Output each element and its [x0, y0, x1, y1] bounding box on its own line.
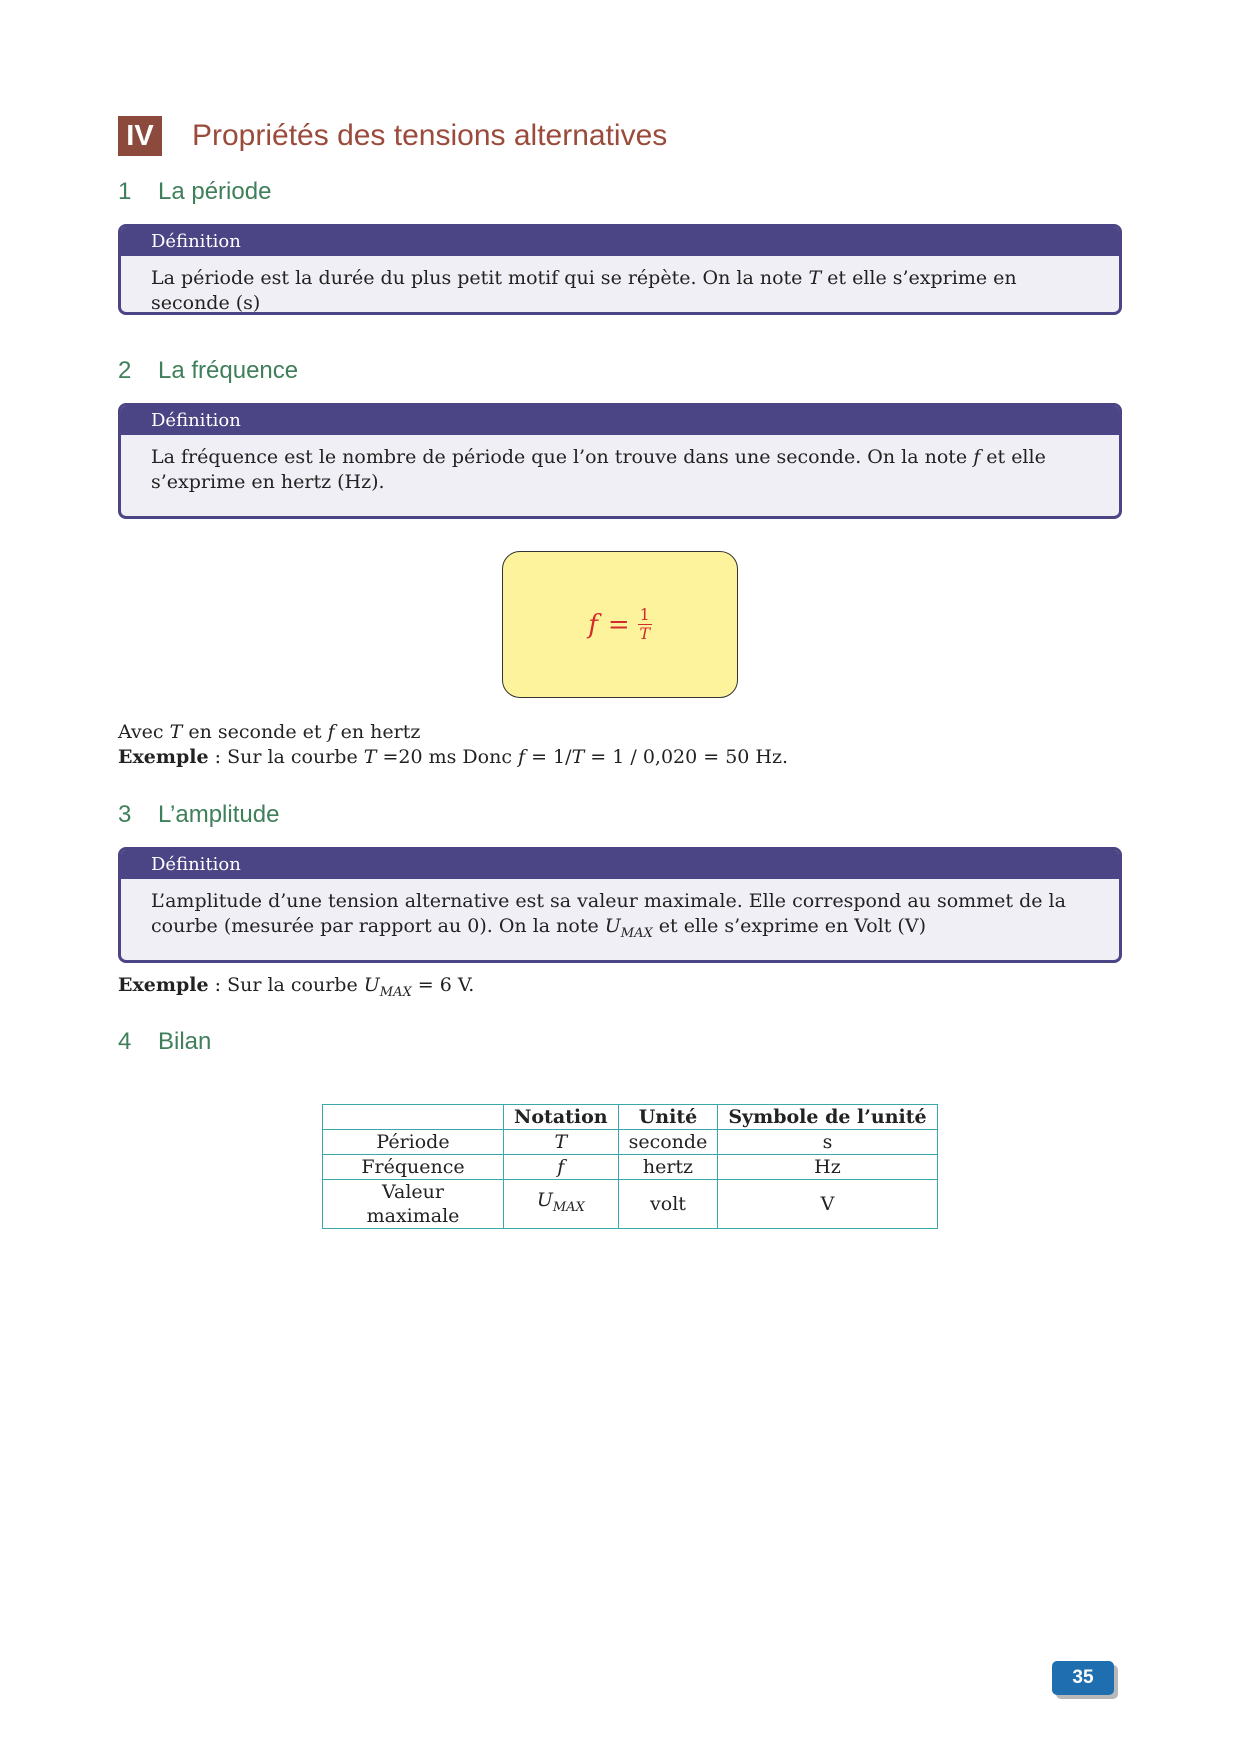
section-title: La période [158, 178, 272, 205]
definition-label: Définition [121, 850, 1119, 879]
math-symbol: T [169, 721, 183, 743]
math-subscript: MAX [620, 925, 653, 941]
text-part: = 6 V. [411, 974, 475, 996]
table-cell: volt [618, 1180, 718, 1229]
table-cell [504, 1155, 619, 1180]
table-cell: s [718, 1130, 937, 1155]
text-part: Avec [118, 721, 170, 743]
bilan-table [322, 1104, 938, 1229]
table-cell: Période [323, 1130, 504, 1155]
text-part: = 1/ [525, 746, 572, 768]
text-part: La période est la durée du plus petit motif qui se répète. On la note [151, 267, 809, 289]
definition-text [121, 256, 1119, 315]
text-part: et elle s’exprime en Volt (V) [652, 915, 926, 937]
formula-lhs: f [588, 609, 598, 640]
text-part: : Sur la courbe [208, 746, 364, 768]
section-number: 2 [118, 357, 132, 384]
text-part: =20 ms Donc [376, 746, 519, 768]
example-label: Exemple [118, 974, 209, 996]
text-part: L’amplitude d’une tension alternative est sa valeur maximale. Elle correspond au sommet de la courbe (mesurée par rapport au 0). On la note [151, 890, 1066, 937]
table-header-cell: Symbole de l’unité [718, 1105, 937, 1130]
text-part: La fréquence est le nombre de période que l’on trouve dans une seconde. On la note [151, 446, 974, 468]
table-cell: Valeur maximale [323, 1180, 504, 1229]
table-row [323, 1180, 938, 1229]
section-title: La fréquence [158, 357, 299, 384]
section-number: 1 [118, 178, 132, 205]
example-amplitude [118, 973, 474, 1005]
math-symbol: f [973, 446, 981, 468]
table-cell: V [718, 1180, 937, 1229]
definition-label: Définition [121, 227, 1119, 256]
fraction-denominator: T [639, 624, 651, 643]
formula-box [502, 551, 738, 698]
definition-box-periode [118, 224, 1122, 315]
math-symbol: f [327, 721, 335, 743]
text-part: en hertz [334, 721, 421, 743]
formula-equals: = [607, 609, 630, 640]
chapter-heading [118, 116, 667, 156]
units-note [118, 720, 420, 745]
fraction-numerator: 1 [639, 605, 650, 624]
section-title: L’amplitude [158, 801, 280, 828]
text-part: : Sur la courbe [208, 974, 364, 996]
formula-fraction [638, 606, 652, 643]
table-cell: Fréquence [323, 1155, 504, 1180]
chapter-title: Propriétés des tensions alternatives [192, 119, 668, 152]
math-symbol: T [363, 746, 377, 768]
table-cell [504, 1130, 619, 1155]
text-part: et elle s’exprime en hertz (Hz). [151, 446, 1046, 493]
text-part: en seconde et [182, 721, 328, 743]
definition-box-amplitude [118, 847, 1122, 963]
section-heading-bilan [118, 1028, 211, 1056]
math-symbol: U [363, 974, 380, 996]
table-header-cell [323, 1105, 504, 1130]
math-symbol: T [554, 1131, 568, 1153]
math-symbol: U [604, 915, 621, 937]
section-title: Bilan [158, 1028, 212, 1055]
table-cell: Hz [718, 1155, 937, 1180]
definition-box-frequence [118, 403, 1122, 519]
table-header-cell: Notation [504, 1105, 619, 1130]
definition-text [121, 879, 1119, 958]
text-part: et elle s’exprime en seconde (s) [151, 267, 1017, 314]
math-symbol: T [571, 746, 585, 768]
table-header-cell: Unité [618, 1105, 718, 1130]
table-row [323, 1155, 938, 1180]
section-number: 4 [118, 1028, 132, 1055]
table-header-row [323, 1105, 938, 1130]
table-row [323, 1130, 938, 1155]
definition-text [121, 435, 1119, 507]
definition-label: Définition [121, 406, 1119, 435]
section-heading-periode [118, 178, 271, 206]
table-cell: seconde [618, 1130, 718, 1155]
chapter-number: IV [118, 116, 162, 156]
table-cell [504, 1180, 619, 1229]
math-symbol: U [536, 1189, 553, 1212]
page-number: 35 [1052, 1661, 1114, 1695]
math-subscript: MAX [379, 984, 412, 1000]
math-symbol: f [557, 1156, 565, 1178]
math-subscript: MAX [552, 1199, 585, 1215]
section-heading-amplitude [118, 801, 279, 829]
text-part: = 1 / 0,020 = 50 Hz. [584, 746, 789, 768]
example-label: Exemple [118, 746, 209, 768]
table-cell: hertz [618, 1155, 718, 1180]
math-symbol: f [518, 746, 526, 768]
section-number: 3 [118, 801, 132, 828]
math-symbol: T [808, 267, 822, 289]
example-frequence [118, 745, 788, 770]
section-heading-frequence [118, 357, 298, 385]
